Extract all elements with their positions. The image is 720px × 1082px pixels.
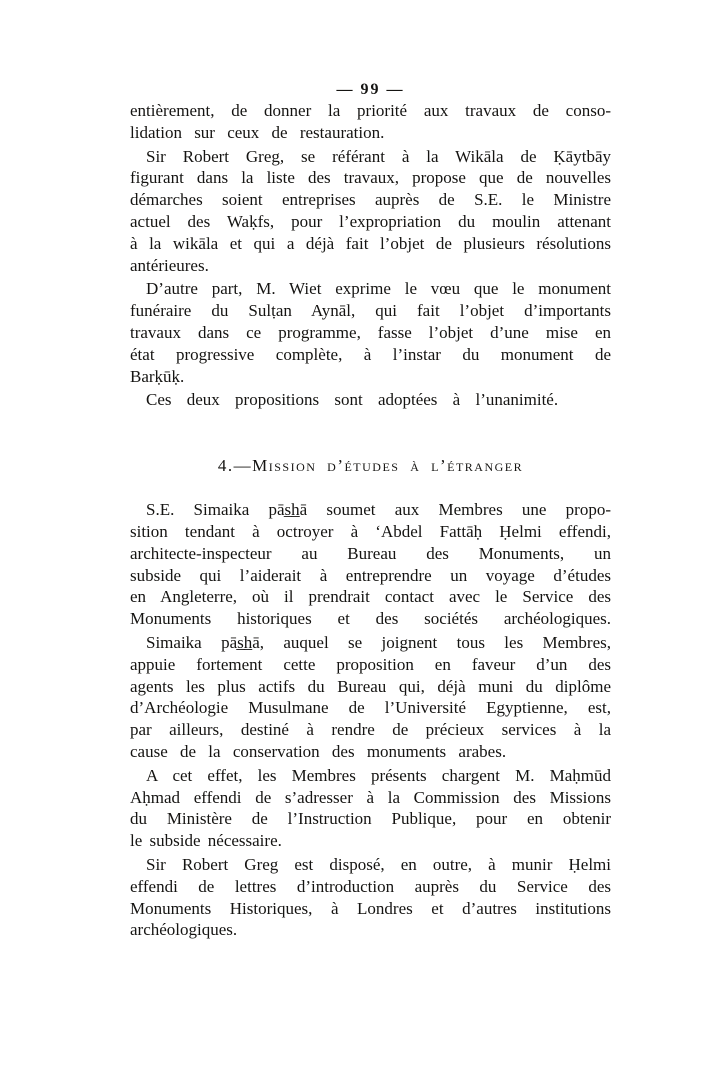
text-column (130, 0, 611, 943)
text-line: architecte-inspecteur au Bureau des Monuments, un (130, 543, 611, 563)
text-line: funéraire du Sulṭan Aynāl, qui fait l’objet d’importants (130, 301, 611, 321)
paragraph (130, 278, 611, 387)
text-line: Sir Robert Greg est disposé, en outre, à munir Ḥelmi (146, 854, 611, 874)
paragraph (130, 854, 611, 941)
text-line: figurant dans la liste des travaux, propose que de nouvelles (130, 168, 611, 188)
text-line: Monuments Historiques, à Londres et d’autres institutions (130, 898, 611, 918)
text-line: Aḥmad effendi de s’adresser à la Commission des Missions (130, 787, 611, 807)
text-line: A cet effet, les Membres présents chargent M. Maḥmūd (146, 765, 611, 785)
text-line: le subside nécessaire. (130, 831, 282, 851)
section-heading: 4.—Mission d’études à l’étranger (217, 456, 524, 476)
paragraph (130, 389, 611, 411)
text-line: Monuments historiques et des sociétés archéologiques. (130, 609, 611, 629)
text-line: agents les plus actifs du Bureau qui, déjà muni du diplôme (130, 676, 611, 696)
text-line: lidation sur ceux de restauration. (130, 122, 385, 142)
paragraph (130, 100, 611, 144)
text-line: démarches soient entreprises auprès de S.E. le Ministre (130, 190, 611, 210)
paragraph (130, 632, 611, 763)
text-line: subside qui l’aiderait à entreprendre un voyage d’études (130, 565, 611, 585)
text-line: Sir Robert Greg, se référant à la Wikāla de Ḳāytbāy (146, 146, 611, 166)
text-line: archéologiques. (130, 920, 238, 940)
text-line: par ailleurs, destiné à rendre de précieux services à la (130, 720, 611, 740)
text-line: sition tendant à octroyer à ‘Abdel Fattāḥ Ḥelmi effendi, (130, 521, 611, 541)
text-line: D’autre part, M. Wiet exprime le vœu que le monument (146, 279, 611, 299)
text-line: cause de la conservation des monuments arabes. (130, 741, 507, 761)
text-line: antérieures. (130, 255, 209, 275)
text-line: Ces deux propositions sont adoptées à l’unanimité. (146, 390, 559, 410)
text-line: appuie fortement cette proposition en faveur d’un des (130, 654, 611, 674)
paragraph (130, 499, 611, 630)
paragraph (130, 765, 611, 852)
text-line: actuel des Waḳfs, pour l’expropriation du moulin attenant (130, 211, 611, 231)
paragraph (130, 146, 611, 277)
text-line: du Ministère de l’Instruction Publique, pour en obtenir (130, 809, 611, 829)
text-line: d’Archéologie Musulmane de l’Université Egyptienne, est, (130, 698, 611, 718)
text-line: Simaika pās̲h̲ā, auquel se joignent tous les Membres, (146, 632, 611, 652)
text-line: S.E. Simaika pās̲h̲ā soumet aux Membres une propo- (146, 500, 611, 520)
text-line: Barḳūḳ. (130, 366, 185, 386)
text-line: état progressive complète, à l’instar du monument de (130, 344, 611, 364)
text-line: entièrement, de donner la priorité aux travaux de conso- (130, 101, 611, 120)
text-line: à la wikāla et qui a déjà fait l’objet de plusieurs résolutions (130, 233, 611, 253)
page-number: — 99 — (336, 81, 405, 98)
text-line: effendi de lettres d’introduction auprès du Service des (130, 876, 611, 896)
text-line: travaux dans ce programme, fasse l’objet d’une mise en (130, 322, 611, 342)
text-line: en Angleterre, où il prendrait contact avec le Service des (130, 587, 611, 607)
